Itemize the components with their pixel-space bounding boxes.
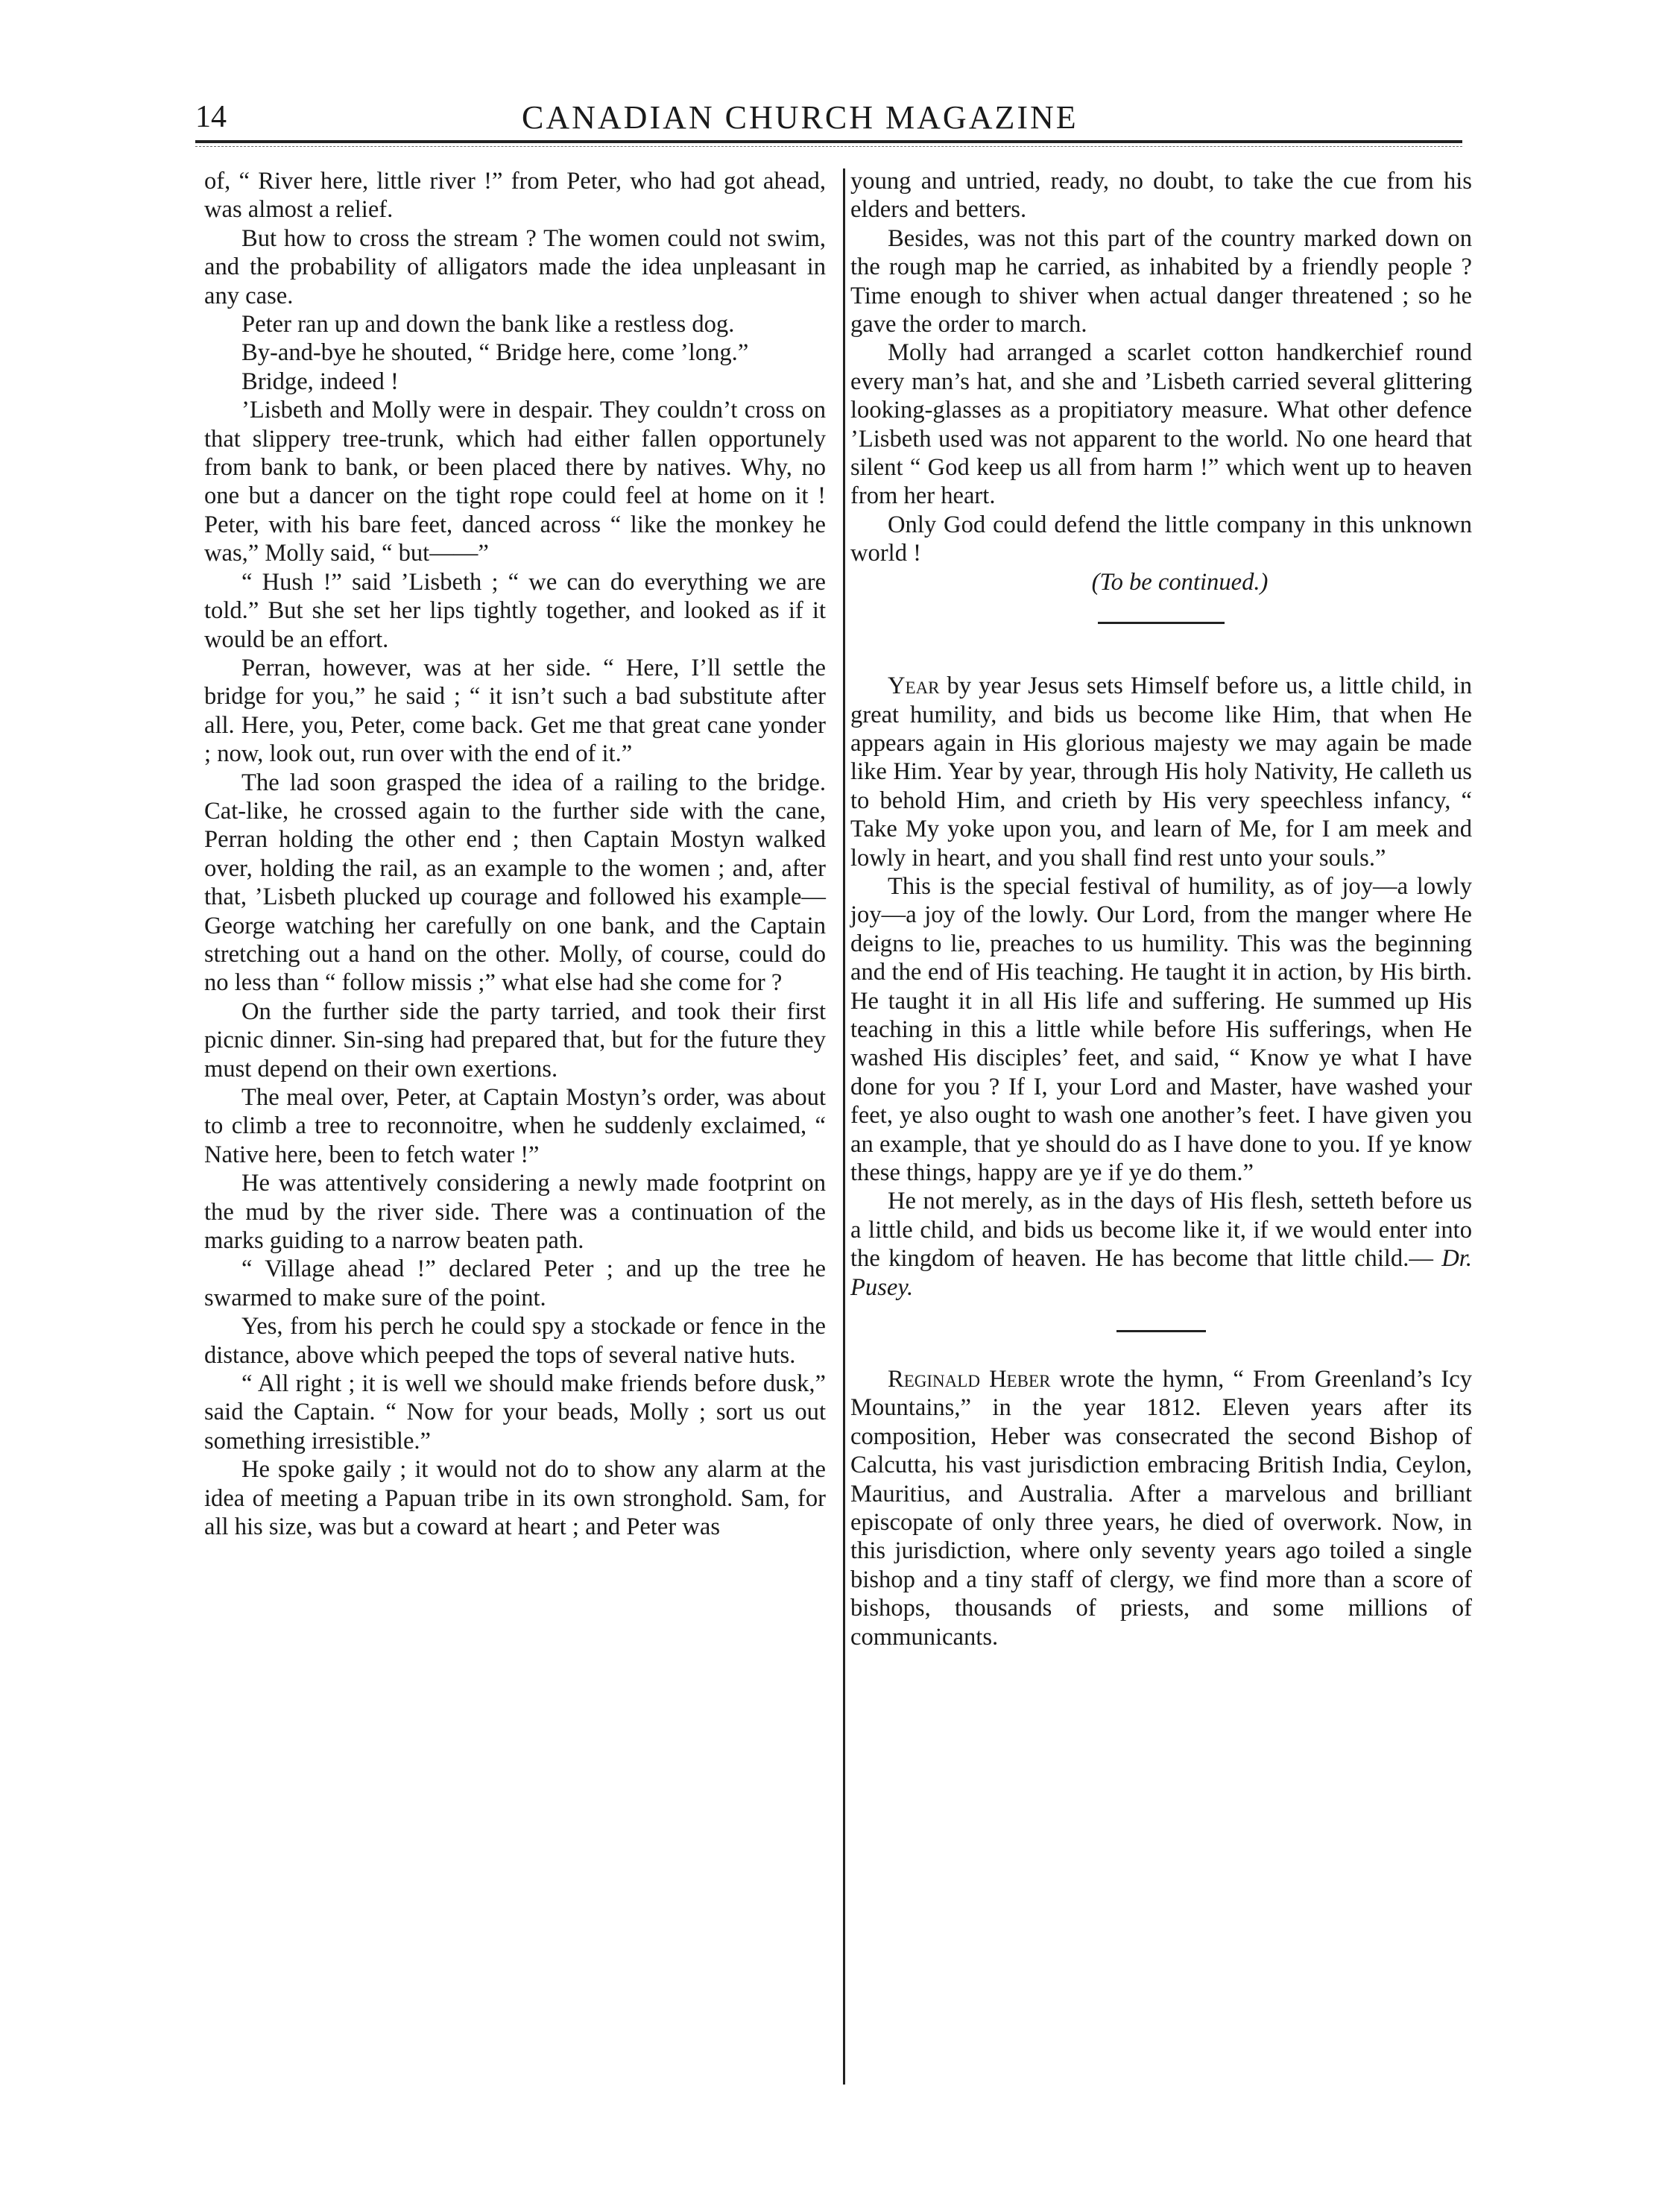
column-divider <box>843 168 845 2085</box>
paragraph-text: He not merely, as in the days of His flesh, setteth before us a little child, and bids us become like it, if we would enter into the kingdom of heaven. He has become that little child.— <box>850 1188 1472 1273</box>
paragraph: “ Village ahead !” declared Peter ; and up the tree he swarmed to make sure of the point. <box>204 1255 826 1311</box>
signature: Dr. Pusey. <box>850 1245 1472 1301</box>
page-number: 14 <box>195 100 227 134</box>
paragraph: Molly had arranged a scarlet cotton handkerchief round every man’s hat, and she and ’Lisbeth carried several glittering looking-glasses as a propitiatory measure. What other defence ’Lisbeth used was not apparent to the world. No one heard that silent “ God keep us all from harm !” which went up to heaven from her heart. <box>850 339 1472 510</box>
to-be-continued: (To be continued.) <box>1091 568 1269 596</box>
section-divider <box>1098 622 1225 624</box>
running-head: CANADIAN CHURCH MAGAZINE <box>522 99 1078 136</box>
heber-paragraph <box>850 1365 1472 1651</box>
paragraph: The lad soon grasped the idea of a railing to the bridge. Cat-like, he crossed again to the further side with the cane, Perran holding the other end ; then Captain Mostyn walked over, holding the rail, as an example to the women ; and, after that, ’Lisbeth plucked up courage and followed his example—George watching her carefully on one bank, and the Captain stretching out a hand on the other. Molly, of course, could do no less than “ follow missis ;” what else had she come for ? <box>204 769 826 997</box>
pusey-paragraph <box>850 672 1472 872</box>
paragraph: ’Lisbeth and Molly were in despair. They couldn’t cross on that slippery tree-trunk, which had either fallen opportunely from bank to bank, or been placed there by natives. Why, no one but a dancer on the tight rope could feel at home on it ! Peter, with his bare feet, danced across “ like the monkey he was,” Molly said, “ but——” <box>204 397 826 567</box>
paragraph: Bridge, indeed ! <box>241 368 399 395</box>
paragraph: “ All right ; it is well we should make friends before dusk,” said the Captain. “ Now for your beads, Molly ; sort us out something irresistible.” <box>204 1370 826 1455</box>
paragraph: of, “ River here, little river !” from Peter, who had got ahead, was almost a relief. <box>204 168 826 224</box>
pusey-paragraph: This is the special festival of humility, as of joy—a lowly joy—a joy of the lowly. Our Lord, from the manger where He deigns to lie, preaches to us humility. This was the beginning and the end of His teaching. He taught it in action, by His birth. He taught it in all His life and suffering. He summed up His teaching in this a little while before His sufferings, when He washed His disciples’ feet, and said, “ Know ye what I have done for you ? If I, your Lord and Master, have washed your feet, ye also ought to wash one another’s feet. I have given you an example, that ye should do as I have done to you. If ye know these things, happy are ye if ye do them.” <box>850 872 1472 1186</box>
paragraph: The meal over, Peter, at Captain Mostyn’s order, was about to climb a tree to reconnoitre, when he suddenly exclaimed, “ Native here, been to fetch water !” <box>204 1084 826 1168</box>
paragraph: He spoke gaily ; it would not do to show any alarm at the idea of meeting a Papuan tribe in its own stronghold. Sam, for all his size, was but a coward at heart ; and Peter was <box>204 1456 826 1541</box>
paragraph-text: wrote the hymn, “ From Greenland’s Icy Mountains,” in the year 1812. Eleven years after its composition, Heber was consecrated the second Bishop of Calcutta, his vast jurisdiction embracing British India, Ceylon, Mauritius, and Australia. After a marvelous and brilliant episcopate of only three years, he died of overwork. Now, in this jurisdiction, where only seventy years ago toiled a single bishop and a tiny staff of clergy, we find more than a score of bishops, thousands of priests, and some millions of communicants. <box>850 1366 1472 1651</box>
paragraph: By-and-bye he shouted, “ Bridge here, come ’long.” <box>241 339 749 367</box>
paragraph: On the further side the party tarried, and took their first picnic dinner. Sin-sing had prepared that, but for the future they must depend on their own exertions. <box>204 998 826 1083</box>
paragraph: Besides, was not this part of the country marked down on the rough map he carried, as inhabited by a friendly people ? Time enough to shiver when actual danger threatened ; so he gave the order to march. <box>850 224 1472 338</box>
paragraph-text: by year Jesus sets Himself before us, a little child, in great humility, and bids us become like Him, that when He appears again in His glorious majesty we may again be made like Him. Year by year, through His holy Nativity, He calleth us to behold Him, and crieth by His very speechless infancy, “ Take My yoke upon you, and learn of Me, for I am meek and lowly in heart, and you shall find rest unto your souls.” <box>850 672 1472 872</box>
left-column <box>204 167 826 1542</box>
paragraph: young and untried, ready, no doubt, to take the cue from his elders and betters. <box>850 168 1472 224</box>
paragraph: Only God could defend the little company in this unknown world ! <box>850 511 1472 567</box>
header-rule <box>195 140 1462 143</box>
paragraph: Yes, from his perch he could spy a stockade or fence in the distance, above which peeped the tops of several native huts. <box>204 1313 826 1369</box>
paragraph: “ Hush !” said ’Lisbeth ; “ we can do everything we are told.” But she set her lips tightly together, and looked as if it would be an effort. <box>204 568 826 653</box>
lead-word: Year <box>888 672 940 700</box>
paragraph: Peter ran up and down the bank like a restless dog. <box>241 311 735 338</box>
paragraph: Perran, however, was at her side. “ Here, I’ll settle the bridge for you,” he said ; “ it isn’t such a bad substitute after all. Here, you, Peter, come back. Get me that great cane yonder ; now, look out, run over with the end of it.” <box>204 654 826 768</box>
lead-word: Reginald Heber <box>888 1366 1051 1393</box>
header-rule-thin <box>195 146 1462 147</box>
paragraph: He was attentively considering a newly made footprint on the mud by the river side. There was a continuation of the marks guiding to a narrow beaten path. <box>204 1170 826 1255</box>
right-column <box>850 167 1472 1651</box>
paragraph: But how to cross the stream ? The women could not swim, and the probability of alligators made the idea unpleasant in any case. <box>204 224 826 309</box>
section-divider <box>1116 1330 1206 1332</box>
pusey-paragraph <box>850 1187 1472 1302</box>
